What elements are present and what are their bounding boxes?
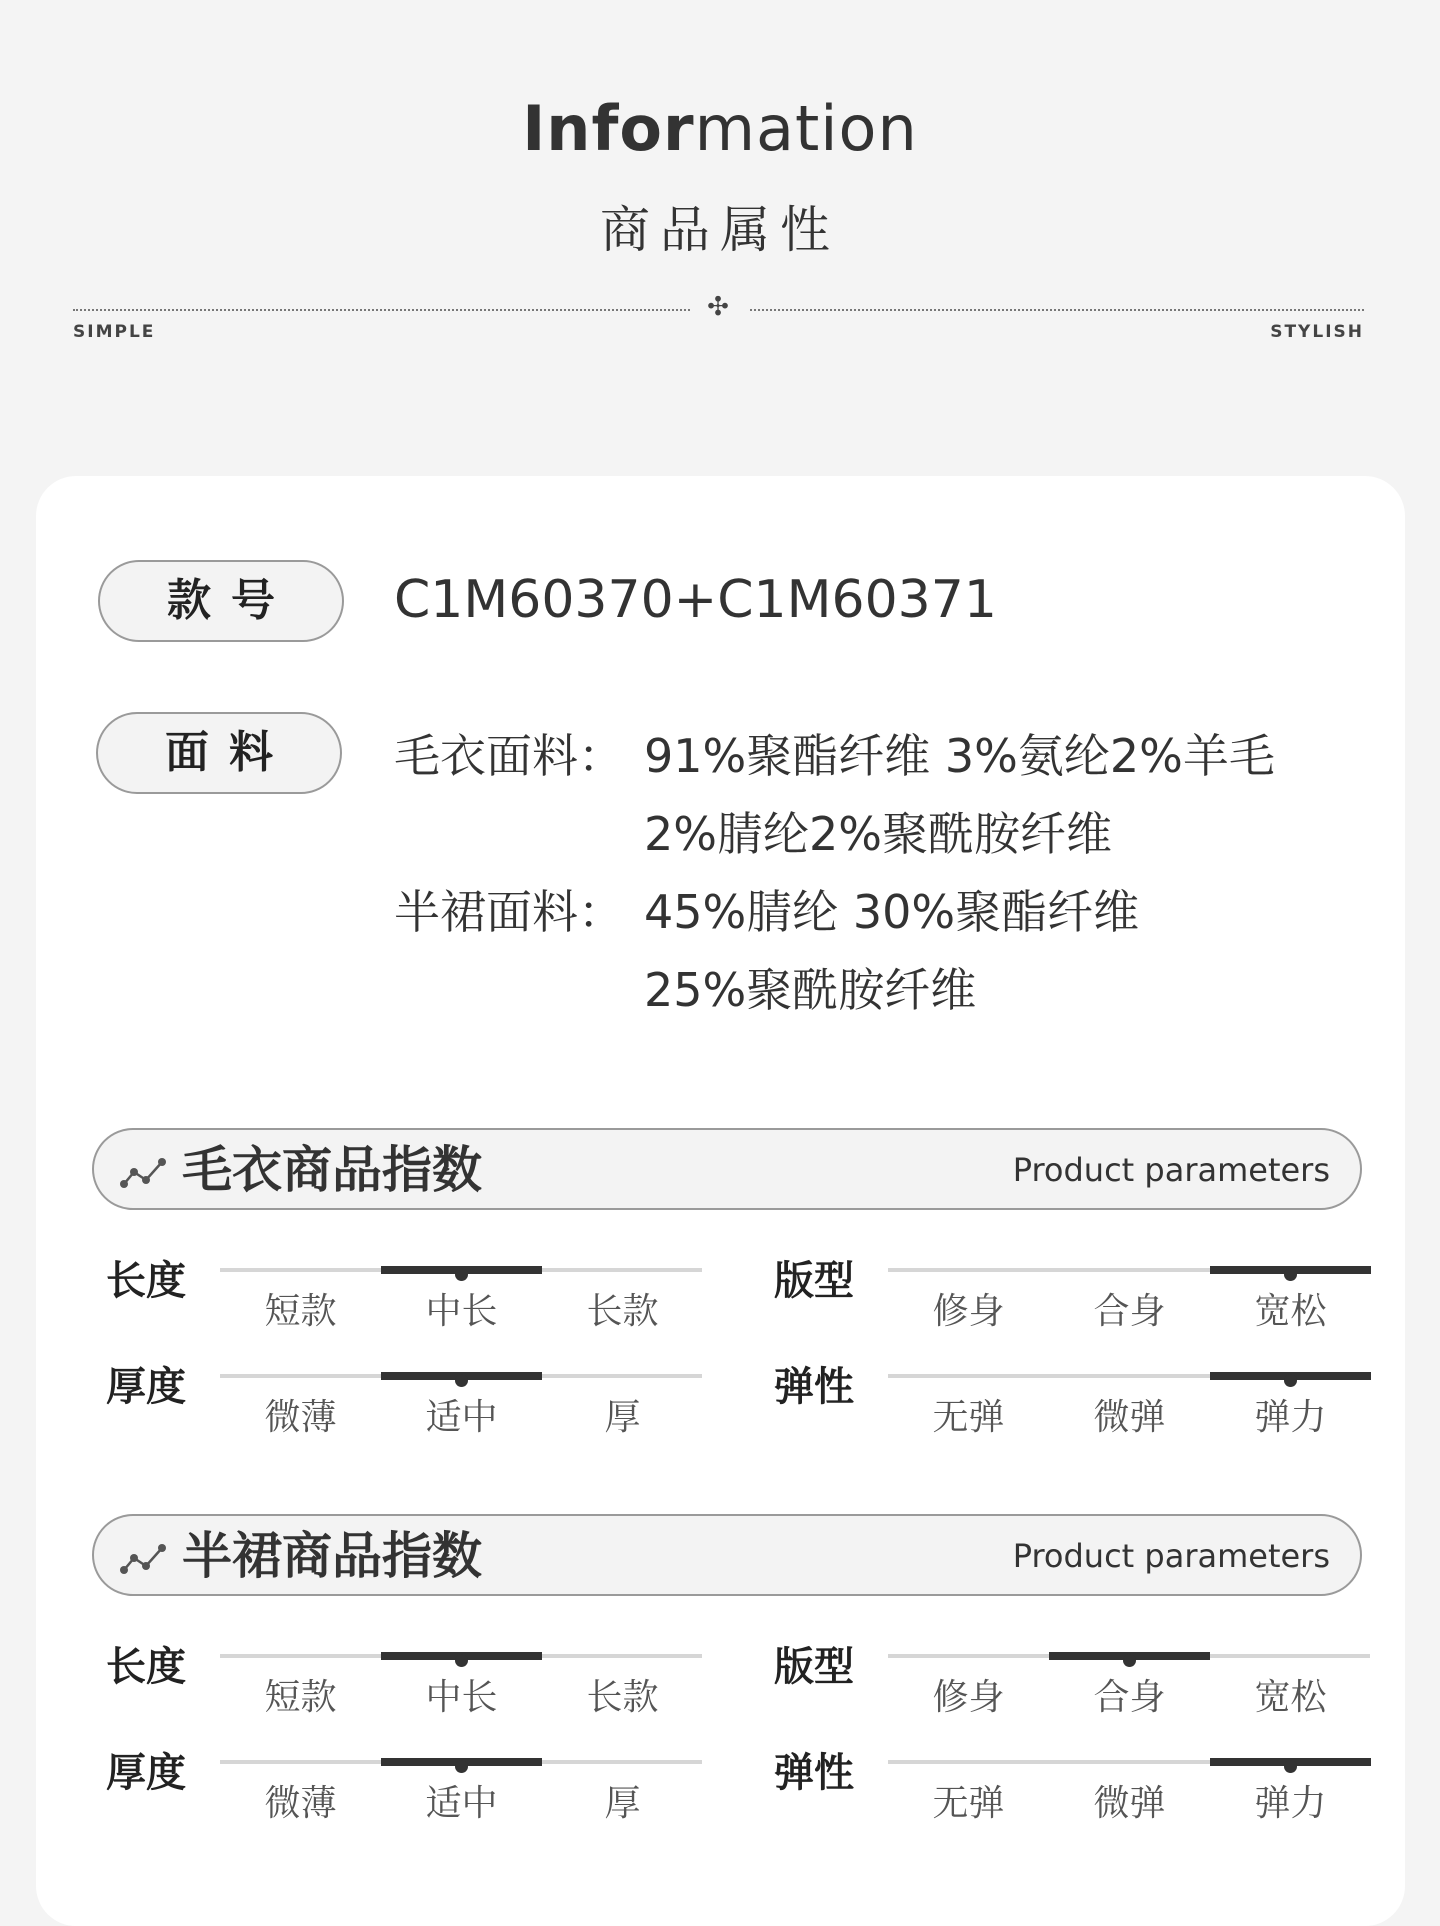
- scale-option: 无弹: [932, 1397, 1005, 1438]
- metric-name: 版型: [774, 1644, 854, 1690]
- scale-option: 无弹: [932, 1783, 1005, 1824]
- fabric-line-value: 91%聚酯纤维 3%氨纶2%羊毛: [644, 729, 1275, 783]
- section-title: 半裙商品指数: [182, 1527, 482, 1585]
- dotted-divider-left: [73, 309, 690, 311]
- trend-line-icon: [120, 1156, 166, 1190]
- scale-selected-marker: [381, 1652, 542, 1660]
- left-tagline: SIMPLE: [73, 322, 156, 342]
- style-number-value: C1M60370+C1M60371: [394, 570, 997, 630]
- scale-option: 合身: [1093, 1677, 1166, 1718]
- scale-option: 弹力: [1254, 1397, 1327, 1438]
- metric-length: [106, 1256, 666, 1336]
- four-point-star-icon: ✣: [707, 292, 729, 322]
- metric-elasticity: [774, 1748, 1334, 1828]
- fabric-label: 面料: [96, 712, 342, 794]
- trend-line-icon: [120, 1542, 166, 1576]
- scale-selected-marker: [1210, 1372, 1371, 1380]
- title-english-light: mation: [694, 92, 918, 165]
- metric-thickness: [106, 1362, 666, 1442]
- scale-option: 中长: [425, 1291, 498, 1332]
- scale-option: 宽松: [1254, 1677, 1327, 1718]
- section-title: 毛衣商品指数: [182, 1141, 482, 1199]
- metric-fit: [774, 1256, 1334, 1336]
- title-chinese: 商品属性: [600, 201, 840, 259]
- style-number-label: 款号: [98, 560, 344, 642]
- scale-option: 适中: [425, 1783, 498, 1824]
- page-header: [0, 0, 1440, 380]
- scale-selected-marker: [381, 1372, 542, 1380]
- scale-selected-marker: [381, 1758, 542, 1766]
- scale-selected-marker: [1210, 1266, 1371, 1274]
- scale-option: 微薄: [264, 1783, 337, 1824]
- metric-name: 长度: [106, 1258, 186, 1304]
- metric-fit: [774, 1642, 1334, 1722]
- right-tagline: STYLISH: [1270, 322, 1364, 342]
- metric-length: [106, 1642, 666, 1722]
- scale-option: 长款: [586, 1677, 659, 1718]
- metric-elasticity: [774, 1362, 1334, 1442]
- scale-option: 厚: [604, 1783, 641, 1824]
- scale-option: 短款: [264, 1291, 337, 1332]
- scale-selected-marker: [1210, 1758, 1371, 1766]
- scale-option: 合身: [1093, 1291, 1166, 1332]
- dotted-divider-right: [750, 309, 1364, 311]
- fabric-line-label: 半裙面料：: [394, 885, 624, 939]
- info-card: [36, 476, 1405, 1926]
- skirt-index-bar: [92, 1514, 1362, 1596]
- scale-option: 修身: [932, 1677, 1005, 1718]
- metric-name: 弹性: [774, 1750, 854, 1796]
- metric-name: 厚度: [106, 1750, 186, 1796]
- scale-option: 弹力: [1254, 1783, 1327, 1824]
- scale-option: 微弹: [1093, 1397, 1166, 1438]
- metric-name: 版型: [774, 1258, 854, 1304]
- scale-selected-marker: [1049, 1652, 1210, 1660]
- metric-name: 长度: [106, 1644, 186, 1690]
- scale-option: 微薄: [264, 1397, 337, 1438]
- metric-thickness: [106, 1748, 666, 1828]
- metric-name: 弹性: [774, 1364, 854, 1410]
- scale-option: 微弹: [1093, 1783, 1166, 1824]
- sweater-index-bar: [92, 1128, 1362, 1210]
- scale-option: 长款: [586, 1291, 659, 1332]
- scale-option: 修身: [932, 1291, 1005, 1332]
- scale-option: 适中: [425, 1397, 498, 1438]
- title-english: [0, 92, 1440, 165]
- scale-selected-marker: [381, 1266, 542, 1274]
- scale-option: 短款: [264, 1677, 337, 1718]
- metric-name: 厚度: [106, 1364, 186, 1410]
- section-subtitle: Product parameters: [1012, 1151, 1330, 1189]
- fabric-line-value: 45%腈纶 30%聚酯纤维: [644, 885, 1140, 939]
- scale-option: 厚: [604, 1397, 641, 1438]
- scale-option: 宽松: [1254, 1291, 1327, 1332]
- title-english-bold: Infor: [522, 92, 695, 165]
- section-subtitle: Product parameters: [1012, 1537, 1330, 1575]
- fabric-line-value: 25%聚酰胺纤维: [644, 963, 977, 1017]
- scale-option: 中长: [425, 1677, 498, 1718]
- fabric-line-value: 2%腈纶2%聚酰胺纤维: [644, 807, 1112, 861]
- fabric-line-label: 毛衣面料：: [394, 729, 624, 783]
